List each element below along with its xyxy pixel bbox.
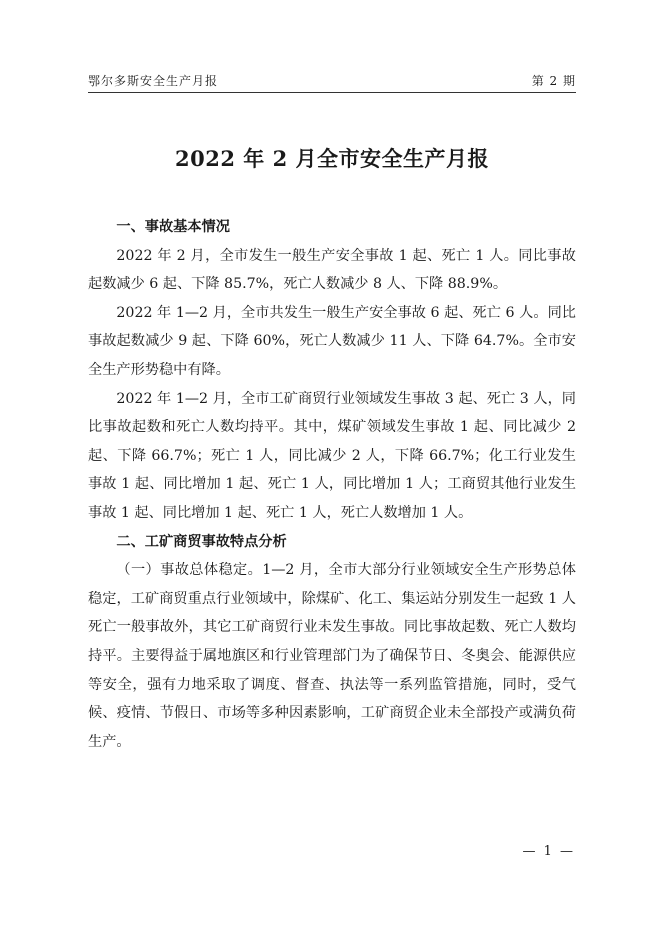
- issue-number: 第 2 期: [531, 74, 576, 88]
- document-body: [88, 213, 576, 756]
- publication-name: 鄂尔多斯安全生产月报: [88, 74, 219, 88]
- paragraph: （一）事故总体稳定。1—2 月，全市大部分行业领域安全生产形势总体稳定，工矿商贸重点行业领域中，除煤矿、化工、集运站分别发生一起致 1 人死亡一般事故外，其它工矿商贸行业未发生事故。同比事故起数、死亡人数均持平。主要得益于属地旗区和行业管理部门为了确保节日、冬奥会、能源供应等安全，强有力地采取了调度、督查、执法等一系列监管措施，同时，受气候、疫情、节假日、市场等多种因素影响，工矿商贸企业未全部投产或满负荷生产。: [88, 562, 576, 750]
- paragraph: 2022 年 2 月，全市发生一般生产安全事故 1 起、死亡 1 人。同比事故起数减少 6 起、下降 85.7%，死亡人数减少 8 人、下降 88.9%。: [88, 247, 576, 293]
- page-number: — 1 —: [522, 844, 575, 859]
- paragraph: 2022 年 1—2 月，全市工矿商贸行业领域发生事故 3 起、死亡 3 人，同比事故起数和死亡人数均持平。其中，煤矿领域发生事故 1 起、同比减少 2 起、下降 66.7%；死亡 1 人，同比减少 2 人，下降 66.7%；化工行业发生事故 1 起、同比增加 1 起、死亡 1 人，同比增加 1 人；工商贸其他行业发生事故 1 起、同比增加 1 起、死亡 1 人，死亡人数增加 1 人。: [88, 390, 576, 521]
- document-title: 2022 年 2 月全市安全生产月报: [175, 146, 489, 171]
- running-header: [88, 66, 576, 93]
- section-heading-2: 二、工矿商贸事故特点分析: [116, 533, 287, 550]
- section-heading-1: 一、事故基本情况: [116, 219, 230, 235]
- paragraph: 2022 年 1—2 月，全市共发生一般生产安全事故 6 起、死亡 6 人。同比事故起数减少 9 起、下降 60%，死亡人数减少 11 人、下降 64.7%。全市安全生产形势稳中有降。: [88, 304, 576, 378]
